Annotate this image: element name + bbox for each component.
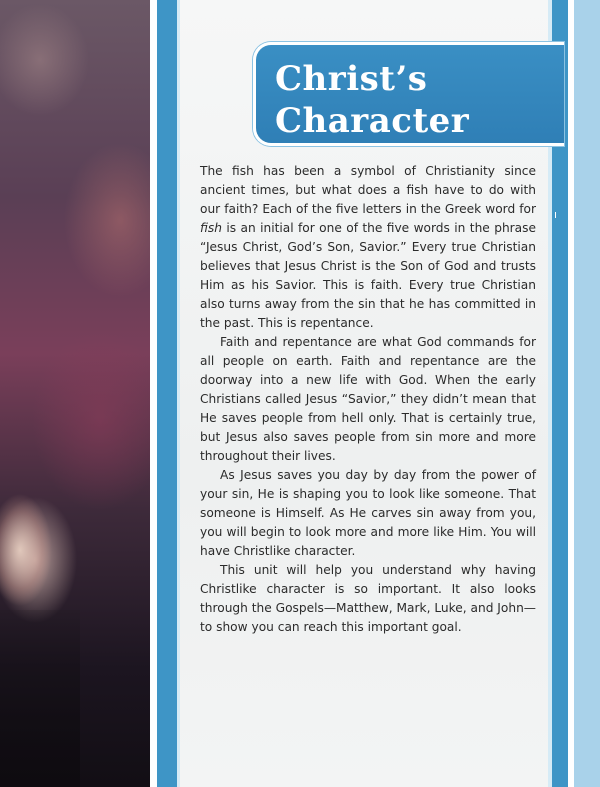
title-line-2: Character xyxy=(275,101,470,141)
stripe-tick xyxy=(555,212,556,218)
paragraph-1-emphasis: fish xyxy=(200,221,222,235)
right-pale-stripe xyxy=(574,0,600,787)
cover-photo xyxy=(0,0,150,787)
paragraph-1 xyxy=(200,162,536,333)
paragraph-4: This unit will help you understand why having Christlike character is so important. It also looks through the Gospels—Matthew, Mark, Luke, and John—to show you can reach this important goal. xyxy=(200,563,536,634)
paragraph-2: Faith and repentance are what God commands for all people on earth. Faith and repentance are the doorway into a new life with God. When the early Christians called Jesus “Savior,” they didn’t mean that He saves people from hell only. That is certainly true, but Jesus also saves people from sin more and more throughout their lives. xyxy=(200,335,536,463)
paragraph-1-part-a: The fish has been a symbol of Christianity since ancient times, but what does a fish have to do with our faith? Each of the five letters in the Greek word for xyxy=(200,164,536,216)
paragraph-1-part-b: is an initial for one of the five words in the phrase “Jesus Christ, God’s Son, Savior.” Every true Christian believes that Jesus Christ is the Son of God and trusts Him as his Savior. This is faith. Every true Christian also turns away from the sin that he has committed in the past. This is repentance. xyxy=(200,221,536,330)
body-text xyxy=(200,162,536,637)
photo-robe xyxy=(0,610,80,787)
left-blue-stripe xyxy=(157,0,177,787)
page-title xyxy=(275,58,469,142)
title-banner xyxy=(253,42,564,146)
paragraph-3: As Jesus saves you day by day from the power of your sin, He is shaping you to look like someone. That someone is Himself. As He carves sin away from you, you will begin to look more and more like Him. You will have Christlike character. xyxy=(200,468,536,558)
title-line-1: Christ’s xyxy=(275,59,428,99)
page-edge xyxy=(150,0,157,787)
